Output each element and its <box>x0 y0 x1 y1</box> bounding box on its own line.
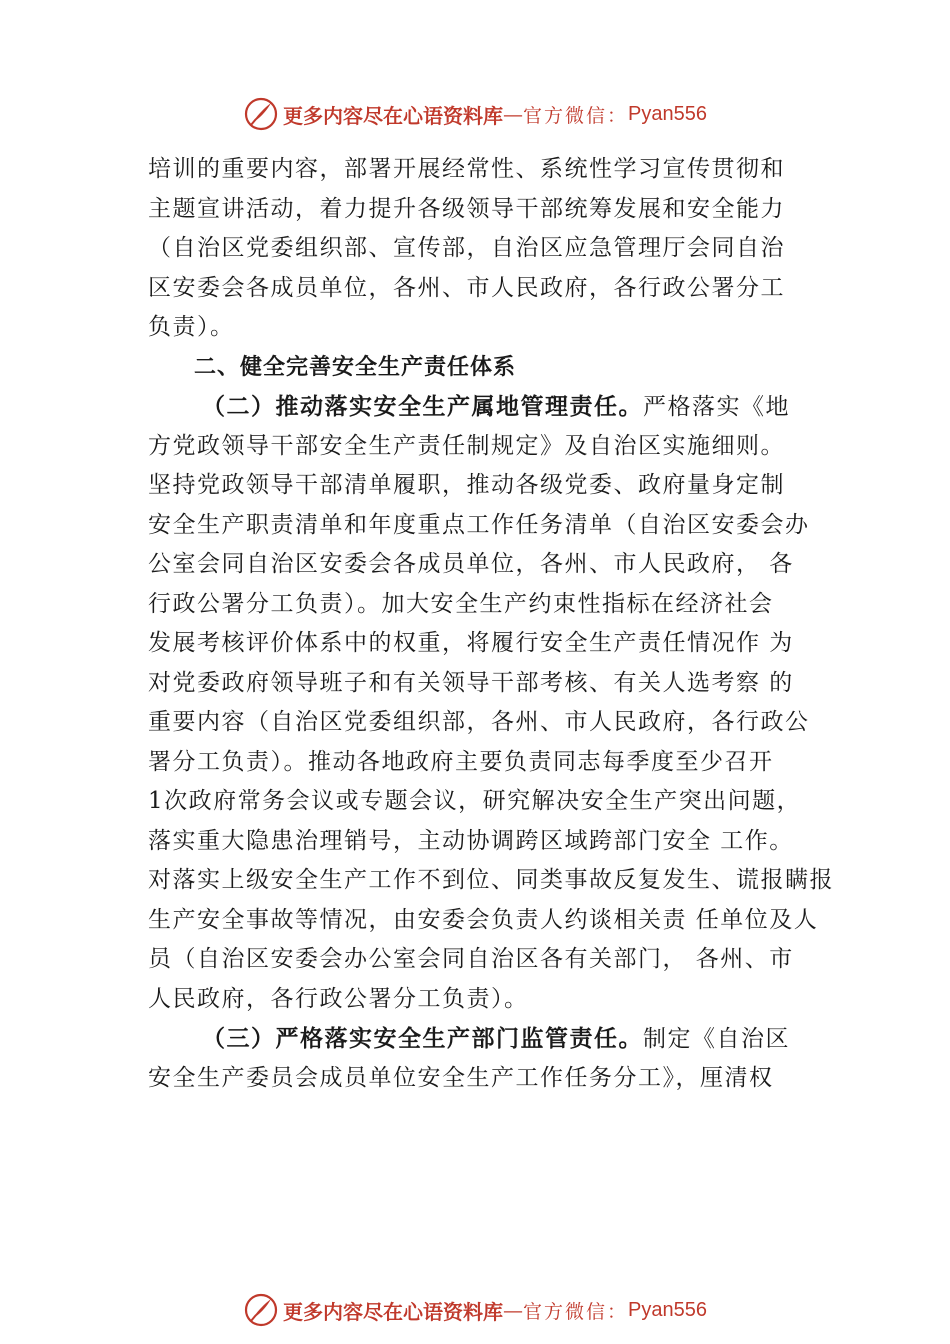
subsection-title: （二）推动落实安全生产属地管理责任。 <box>202 393 643 420</box>
banner-wechat-id: Pyan556 <box>628 1298 707 1321</box>
subsection-title: （三）严格落实安全生产部门监管责任。 <box>202 1025 643 1052</box>
quill-logo-icon <box>243 1292 279 1328</box>
body-line: 1次政府常务会议或专题会议，研究解决安全生产突出问题， <box>148 788 802 814</box>
banner-brand-text: 更多内容尽在心语资料库 <box>283 1299 503 1324</box>
header-banner <box>0 94 950 134</box>
body-line: 坚持党政领导干部清单履职，推动各级党委、政府量身定制 <box>148 472 785 498</box>
body-line: 对党委政府领导班子和有关领导干部考核、有关人选考察 的 <box>148 669 794 696</box>
body-line: 培训的重要内容，部署开展经常性、系统性学习宣传贯彻和 <box>148 156 785 182</box>
body-line: 方党政领导干部安全生产责任制规定》及自治区实施细则。 <box>148 432 785 459</box>
body-line: 对落实上级安全生产工作不到位、同类事故反复发生、谎报瞒报 <box>148 867 834 893</box>
section-heading: 二、健全完善安全生产责任体系 <box>194 354 517 380</box>
banner-official-label: 官方微信： <box>523 104 629 127</box>
body-line: 生产安全事故等情况，由安委会负责人约谈相关责 任单位及人 <box>148 906 819 933</box>
body-line: 公室会同自治区安委会各成员单位，各州、市人民政府， 各 <box>148 551 794 577</box>
body-line: 行政公署分工负责）。加大安全生产约束性指标在经济社会 <box>148 590 774 617</box>
body-line: 重要内容（自治区党委组织部，各州、市人民政府，各行政公 <box>148 709 810 735</box>
paragraph-first-line <box>148 387 838 427</box>
banner-wechat-id: Pyan556 <box>628 102 707 125</box>
body-line: 安全生产委员会成员单位安全生产工作任务分工》，厘清权 <box>148 1064 774 1091</box>
body-line: 发展考核评价体系中的权重，将履行安全生产责任情况作 为 <box>148 630 794 656</box>
body-line: 人民政府，各行政公署分工负责）。 <box>148 985 529 1012</box>
body-line: 落实重大隐患治理销号，主动协调跨区域跨部门安全 工作。 <box>148 827 794 854</box>
body-line: 署分工负责）。推动各地政府主要负责同志每季度至少召开 <box>148 748 774 775</box>
body-line: （自治区党委组织部、宣传部，自治区应急管理厅会同自治 <box>148 235 785 261</box>
body-line: 主题宣讲活动，着力提升各级领导干部统筹发展和安全能力 <box>148 195 785 222</box>
banner-brand-text: 更多内容尽在心语资料库 <box>283 103 503 128</box>
document-body <box>148 150 838 1098</box>
body-line: 员（自治区安委会办公室会同自治区各有关部门， 各州、市 <box>148 946 794 972</box>
paragraph-first-line <box>148 1019 838 1059</box>
banner-separator: — <box>503 1298 523 1322</box>
paragraph-text: 严格落实《地 <box>643 394 790 420</box>
banner-separator: — <box>503 102 523 126</box>
body-line: 区安委会各成员单位，各州、市人民政府，各行政公署分工 <box>148 274 785 301</box>
body-line: 负责）。 <box>148 314 235 340</box>
body-line: 安全生产职责清单和年度重点工作任务清单（自治区安委会办 <box>148 511 810 538</box>
footer-banner <box>0 1290 950 1330</box>
banner-official-label: 官方微信： <box>523 1300 629 1323</box>
paragraph-text: 制定《自治区 <box>643 1026 790 1052</box>
quill-logo-icon <box>243 96 279 132</box>
